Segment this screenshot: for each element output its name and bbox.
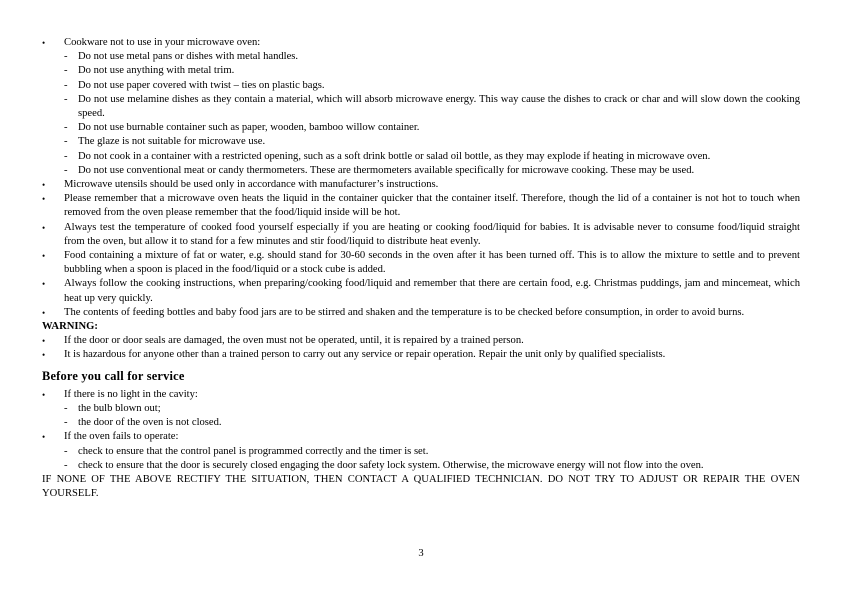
item-text: If the door or door seals are damaged, the oven must not be operated, until, it is repaired by a trained person. (64, 335, 524, 347)
dash-item (42, 93, 800, 121)
dash-item (42, 135, 800, 149)
dash-marker: - (64, 136, 68, 148)
bullet-marker: • (42, 336, 46, 347)
dash-item (42, 402, 800, 416)
dash-marker: - (64, 445, 68, 457)
dash-item (42, 164, 800, 178)
item-text: If the oven fails to operate: (64, 431, 179, 443)
item-text: Cookware not to use in your microwave oven: (64, 37, 261, 48)
dash-item (42, 50, 800, 64)
service-list (42, 388, 800, 473)
bullet-item (42, 306, 800, 320)
bullet-marker: • (42, 279, 46, 290)
item-text: Do not use metal pans or dishes with metal handles. (78, 51, 299, 63)
dash-item (42, 79, 800, 93)
dash-marker: - (64, 93, 68, 105)
item-text: check to ensure that the door is securely closed engaging the door safety lock system. Otherwise, the microwave energy will not flow into the oven. (78, 459, 704, 471)
bullet-item (42, 348, 800, 362)
dash-marker: - (64, 122, 68, 134)
bullet-marker: • (42, 194, 46, 205)
dash-marker: - (64, 150, 68, 162)
bullet-item (42, 430, 800, 444)
bullet-item (42, 277, 800, 305)
bullet-marker: • (42, 432, 46, 443)
item-text: Do not use melamine dishes as they contain a material, which will absorb microwave energy. This way cause the dishes to crack or char and will slow down the cooking speed. (78, 93, 800, 120)
closing-paragraph: IF NONE OF THE ABOVE RECTIFY THE SITUATION, THEN CONTACT A QUALIFIED TECHNICIAN. DO NOT TRY TO ADJUST OR REPAIR THE OVEN YOURSELF. (42, 474, 800, 500)
section-title: Before you call for service (42, 368, 185, 383)
item-text: The glaze is not suitable for microwave use. (78, 136, 266, 148)
bullet-item (42, 192, 800, 220)
bullet-marker: • (42, 38, 46, 48)
dash-item (42, 416, 800, 430)
cookware-list (42, 36, 800, 320)
bullet-marker: • (42, 180, 46, 191)
item-text: It is hazardous for anyone other than a trained person to carry out any service or repair operation. Repair the unit only by qualified specialists. (64, 349, 666, 361)
bullet-item (42, 388, 800, 402)
dash-item (42, 64, 800, 78)
bullet-item (42, 36, 800, 50)
warning-heading: WARNING: (42, 321, 98, 333)
dash-marker: - (64, 403, 68, 415)
item-text: Always follow the cooking instructions, when preparing/cooking food/liquid and remember that there are certain food, e.g. Christmas puddings, jam and mincemeat, which heat up very quickly. (64, 278, 800, 304)
bullet-item (42, 249, 800, 277)
bullet-item (42, 334, 800, 348)
item-text: Please remember that a microwave oven heats the liquid in the container quicker that the container itself. Therefore, though the lid of a container is not hot to touch when removed from the oven please remember that the food/liquid inside will be hot. (64, 193, 800, 219)
dash-marker: - (64, 164, 68, 176)
item-text: Do not use anything with metal trim. (78, 65, 235, 77)
bullet-marker: • (42, 307, 46, 318)
dash-item (42, 459, 800, 473)
dash-item (42, 150, 800, 164)
item-text: the door of the oven is not closed. (78, 417, 222, 429)
item-text: Do not cook in a container with a restricted opening, such as a soft drink bottle or salad oil bottle, as they may explode if heating in microwave oven. (78, 150, 711, 162)
bullet-marker: • (42, 350, 46, 361)
page-number: 3 (418, 548, 424, 559)
bullet-item (42, 221, 800, 249)
dash-item (42, 121, 800, 135)
dash-marker: - (64, 459, 68, 471)
bullet-marker: • (42, 251, 46, 262)
dash-item (42, 445, 800, 459)
item-text: If there is no light in the cavity: (64, 388, 198, 400)
item-text: the bulb blown out; (78, 403, 161, 415)
dash-marker: - (64, 65, 68, 77)
bullet-marker: • (42, 222, 46, 233)
item-text: Food containing a mixture of fat or water, e.g. should stand for 30-60 seconds in the oven after it has been turned off. This is to allow the mixture to settle and to prevent bubbling when a spoon is placed in the food/liquid or a stock cube is added. (64, 250, 800, 276)
item-text: The contents of feeding bottles and baby food jars are to be stirred and shaken and the temperature is to be checked before consumption, in order to avoid burns. (64, 306, 745, 318)
item-text: Microwave utensils should be used only in accordance with manufacturer’s instructions. (64, 179, 439, 191)
bullet-marker: • (42, 389, 46, 400)
item-text: Do not use paper covered with twist – ties on plastic bags. (78, 79, 325, 91)
dash-marker: - (64, 51, 68, 63)
dash-marker: - (64, 79, 68, 91)
item-text: Do not use burnable container such as paper, wooden, bamboo willow container. (78, 122, 420, 134)
dash-marker: - (64, 417, 68, 429)
warning-list (42, 334, 800, 362)
item-text: Do not use conventional meat or candy thermometers. These are thermometers available specifically for microwave cooking. These may be used. (78, 164, 695, 176)
bullet-item (42, 178, 800, 192)
item-text: check to ensure that the control panel is programmed correctly and the timer is set. (78, 445, 429, 457)
item-text: Always test the temperature of cooked food yourself especially if you are heating or cooking food/liquid for babies. It is advisable never to consume food/liquid straight from the oven, but allow it to stand for a few minutes and stir food/liquid to distribute heat evenly. (64, 221, 800, 247)
